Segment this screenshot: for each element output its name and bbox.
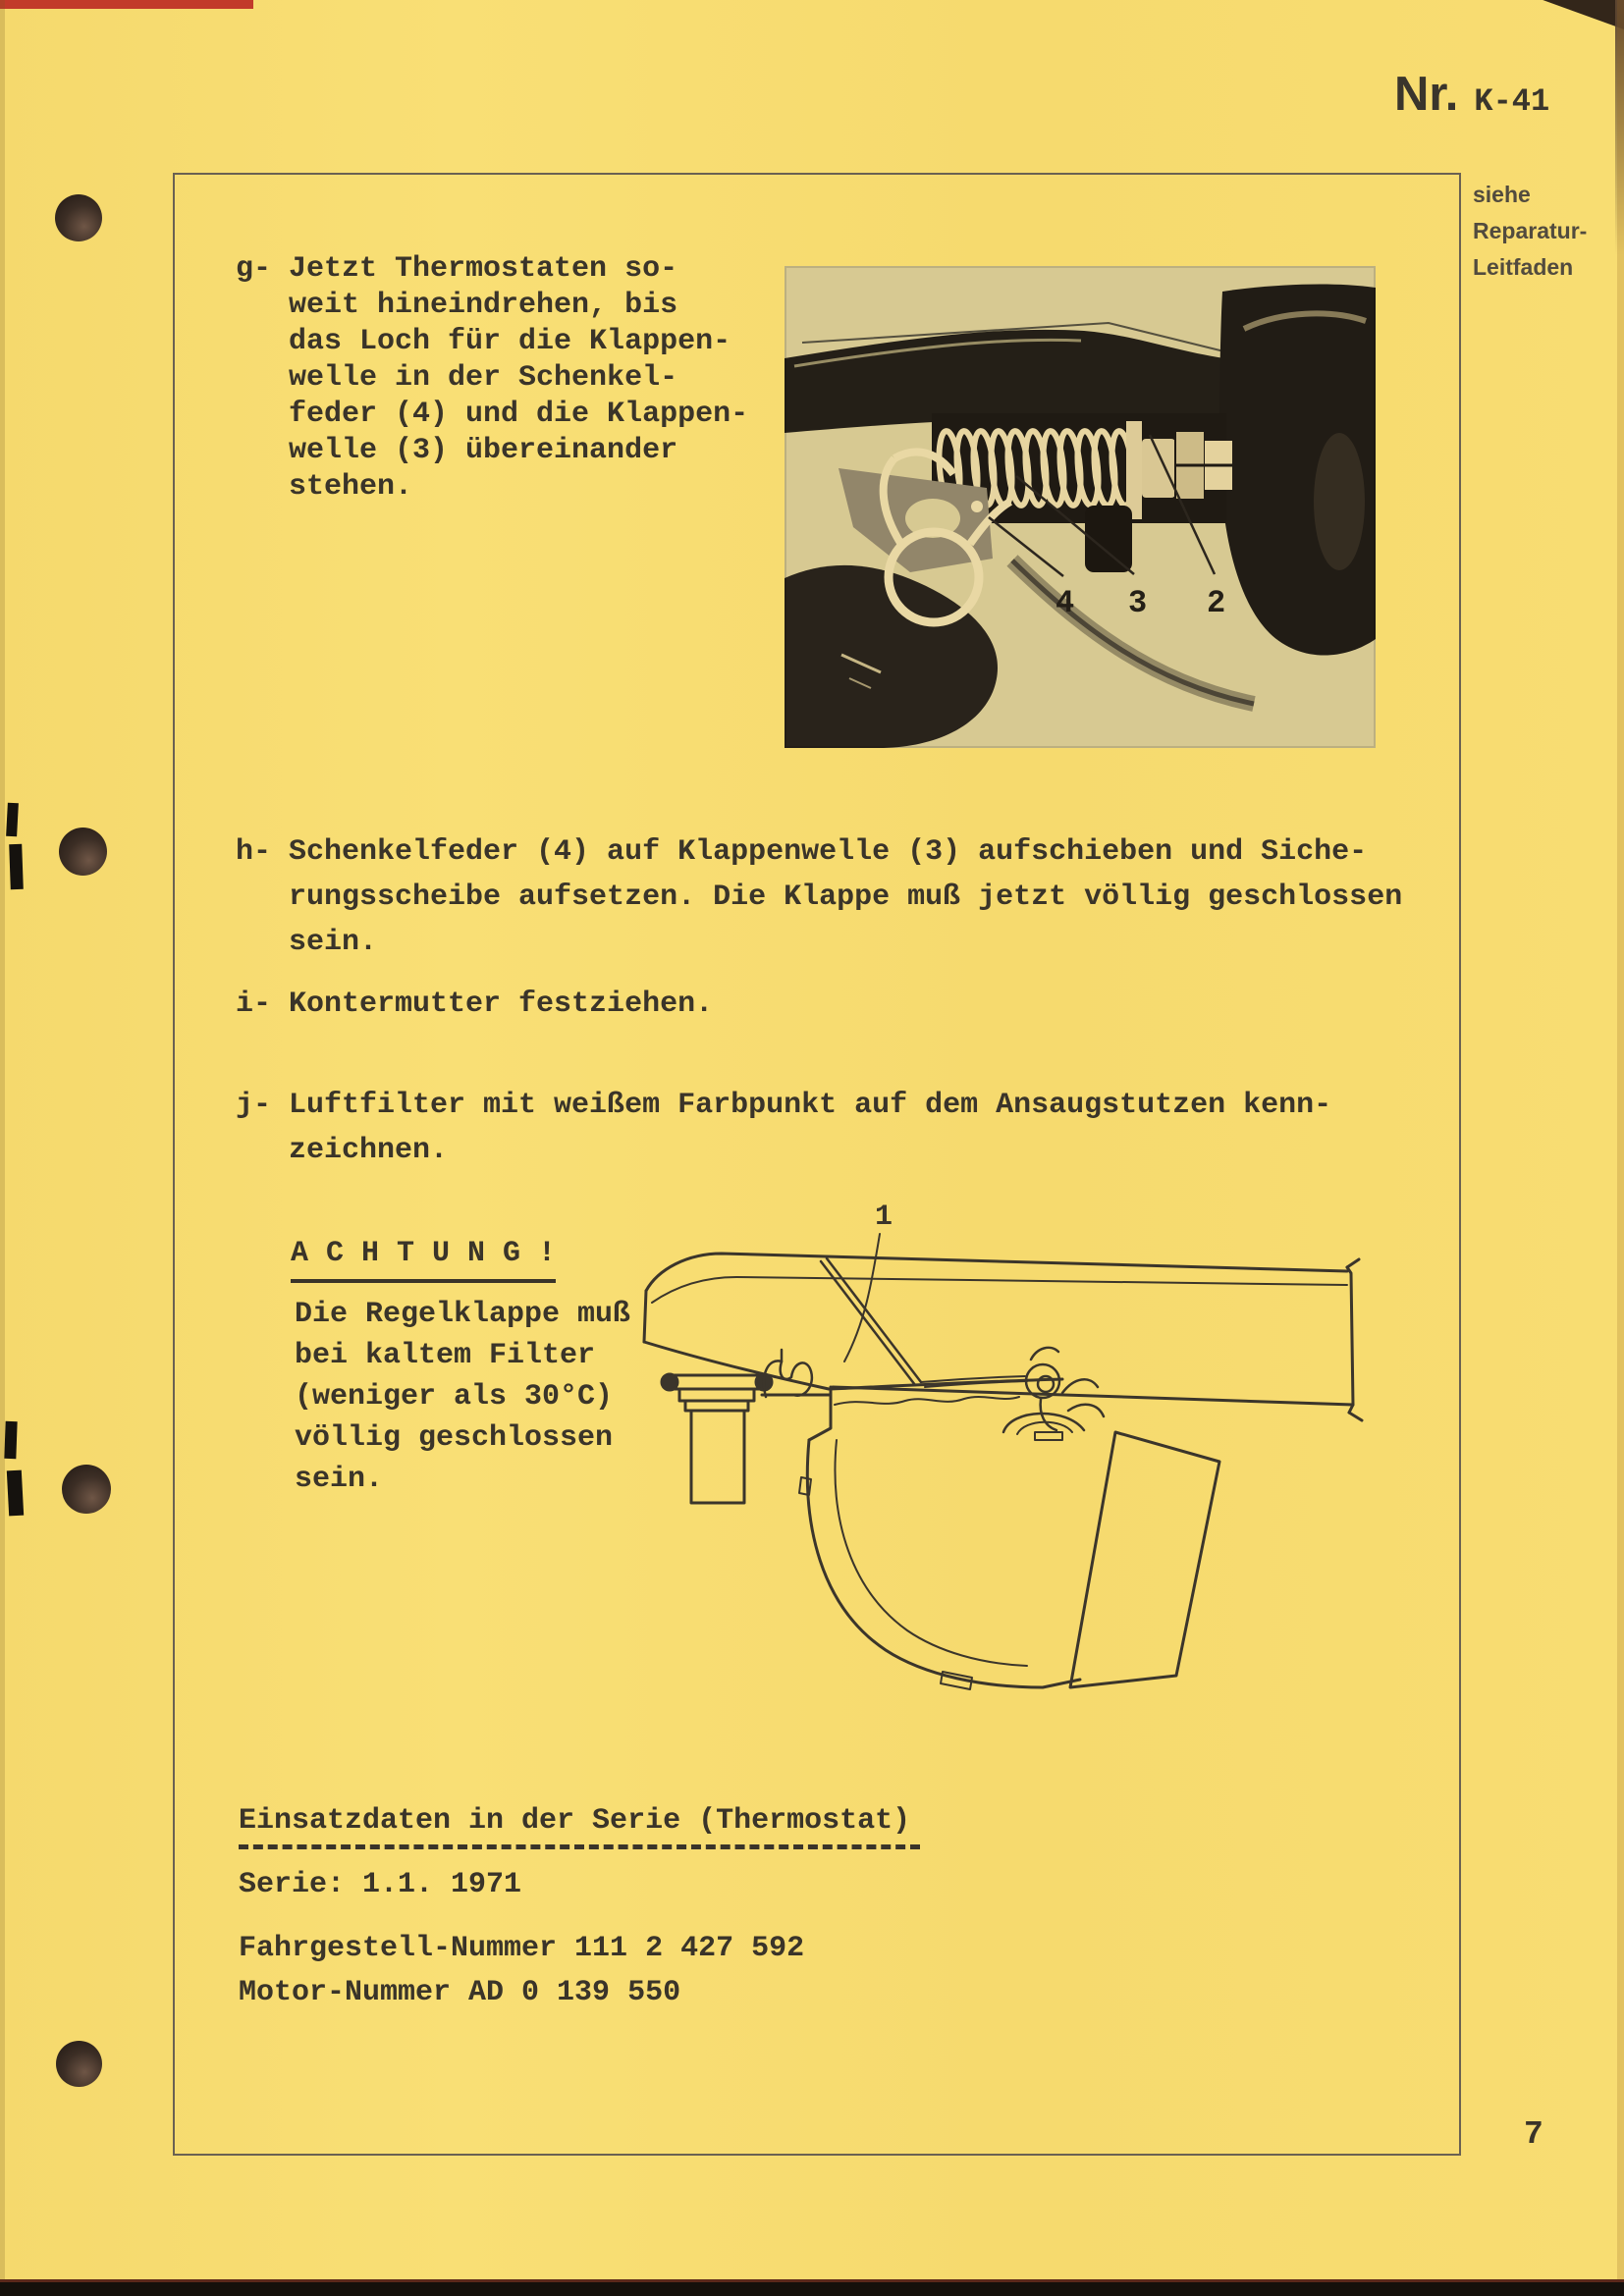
step-j-line: zeichnen.: [236, 1134, 449, 1167]
ink-mark: [6, 803, 19, 837]
page-number: 7: [1524, 2116, 1543, 2153]
diagram-air-cleaner: [619, 1183, 1522, 1718]
motor-line: Motor-Nummer AD 0 139 550: [239, 1976, 681, 2009]
step-h-line: rungsscheibe aufsetzen. Die Klappe muß jetzt völlig geschlossen: [236, 881, 1403, 914]
attention-line: bei kaltem Filter: [295, 1339, 596, 1372]
attention-line: völlig geschlossen: [295, 1421, 614, 1455]
attention-line: Die Regelklappe muß: [295, 1298, 631, 1331]
ink-mark: [9, 844, 24, 889]
step-g-line: stehen.: [236, 470, 413, 504]
step-h-line: sein.: [236, 926, 378, 959]
step-h-line: h- Schenkelfeder (4) auf Klappenwelle (3) aufschieben und Siche-: [236, 835, 1368, 869]
fahrgestell-line: Fahrgestell-Nummer 111 2 427 592: [239, 1932, 805, 1965]
step-g-line: weit hineindrehen, bis: [236, 289, 678, 322]
margin-note-line: siehe: [1473, 182, 1531, 207]
scan-edge-red-strip: [0, 0, 253, 9]
step-g: [236, 251, 748, 506]
scan-left-edge-tint: [0, 0, 5, 2296]
attention-body: [295, 1294, 630, 1500]
attention-line: (weniger als 30°C): [295, 1380, 614, 1414]
scan-corner-shadow: [1532, 0, 1624, 29]
step-j-line: j- Luftfilter mit weißem Farbpunkt auf dem Ansaugstutzen kenn-: [236, 1089, 1332, 1122]
step-g-line: welle (3) übereinander: [236, 434, 678, 467]
photo-thermostat-spring: [785, 266, 1376, 748]
photo-label-2: 2: [1207, 585, 1226, 621]
step-i: [236, 982, 713, 1027]
doc-number: [1394, 67, 1549, 122]
photo-label-3: 3: [1128, 585, 1148, 621]
punch-hole: [55, 194, 102, 241]
step-g-line: welle in der Schenkel-: [236, 361, 678, 395]
scan-right-edge-tint: [1617, 0, 1624, 2296]
punch-hole: [59, 828, 107, 876]
ink-mark: [7, 1470, 24, 1517]
einsatz-heading: Einsatzdaten in der Serie (Thermostat): [239, 1804, 911, 1838]
doc-number-label: Nr.: [1394, 68, 1459, 121]
step-h: [236, 829, 1402, 965]
doc-number-code: K-41: [1474, 83, 1550, 120]
photo-label-4: 4: [1056, 585, 1075, 621]
margin-note: [1473, 177, 1587, 286]
step-j: [236, 1083, 1331, 1173]
step-g-line: das Loch für die Klappen-: [236, 325, 731, 358]
punch-hole: [62, 1465, 111, 1514]
attention-line: sein.: [295, 1463, 384, 1496]
margin-note-line: Reparatur-: [1473, 218, 1588, 243]
einsatz-heading-dashed-underline: [239, 1811, 920, 1849]
punch-hole: [56, 2041, 102, 2087]
margin-note-line: Leitfaden: [1473, 254, 1574, 280]
serie-line: Serie: 1.1. 1971: [239, 1868, 522, 1901]
step-g-line: g- Jetzt Thermostaten so-: [236, 252, 678, 286]
scan-bottom-edge: [0, 2279, 1624, 2296]
step-i-line: i- Kontermutter festziehen.: [236, 988, 714, 1021]
attention-heading: A C H T U N G !: [291, 1237, 556, 1283]
step-g-line: feder (4) und die Klappen-: [236, 398, 749, 431]
ink-mark: [4, 1421, 17, 1459]
diagram-label-1: 1: [874, 1201, 893, 1234]
